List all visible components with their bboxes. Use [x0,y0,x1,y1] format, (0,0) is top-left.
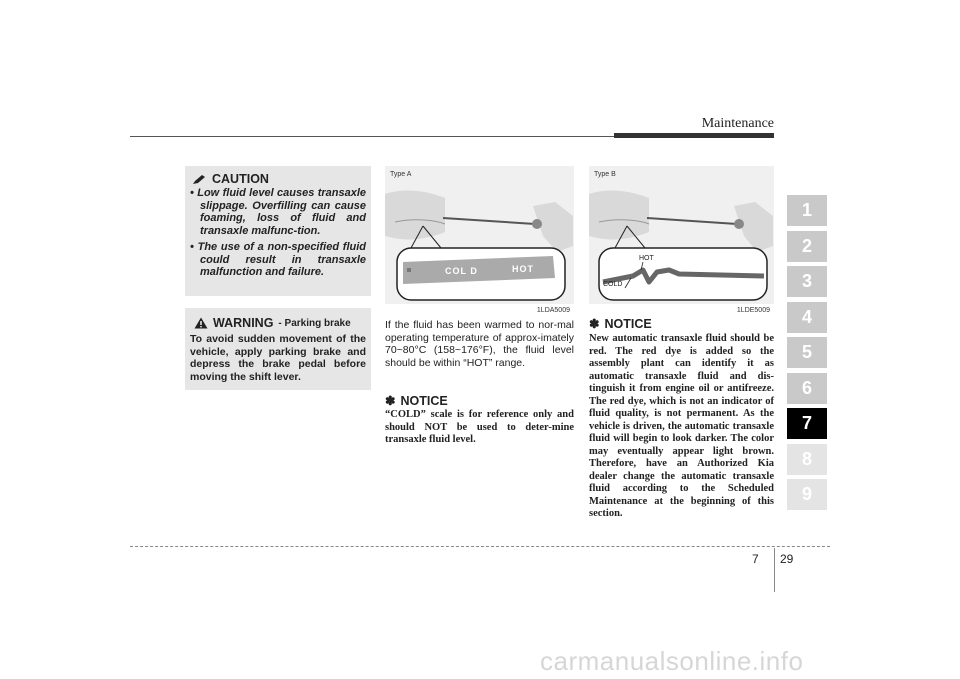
warning-body: To avoid sudden movement of the vehicle, apply parking brake and depress the brake pedal before moving the shift lever. [190,333,366,383]
figure-a-hot-mark: HOT [512,264,534,274]
watermark: carmanualsonline.info [540,646,804,676]
chapter-tab-4[interactable]: 4 [787,302,827,333]
chapter-tabs [787,195,827,515]
notice-heading [589,316,652,331]
warning-title: WARNING [213,316,274,330]
warning-heading [194,316,351,330]
chapter-tab-2[interactable]: 2 [787,231,827,262]
chapter-tab-5[interactable]: 5 [787,337,827,368]
figure-b-code: 1LDE5009 [736,307,770,314]
warning-triangle-icon [194,317,208,329]
figure-b-type-label: Type B [594,171,616,178]
figure-a-cold-mark: COL D [445,266,478,276]
page-chapter: 7 [752,552,759,566]
chapter-tab-3[interactable]: 3 [787,266,827,297]
notice-symbol-icon: ✽ [589,317,600,331]
figure-b-cold-label: COLD [603,281,623,288]
notice-body: New automatic transaxle fluid should be red. The red dye is added so the assembly plant can identify it as automatic transaxle fluid and dis-tinguish it from engine oil or antifreeze. The red dye, which is not an indicator of fluid quality, is not permanent. As the vehicle is driven, the automatic transaxle fluid will begin to look darker. The color may eventually appear light brown. Therefore, have an Authorized Kia dealer change the automatic transaxle fluid according to the Scheduled Maintenance at the beginning of this section. [589,333,774,519]
caution-item: • Low fluid level causes transaxle slippage. Overfilling can cause foaming, loss of fluid and transaxle malfunc-tion. [190,187,366,237]
notice-body: “COLD” scale is for reference only and should NOT be used to deter-mine transaxle fluid level. [385,409,574,445]
chapter-tab-1[interactable]: 1 [787,195,827,226]
figure-a-type-label: Type A [390,171,412,178]
caution-heading [192,172,269,186]
caution-title: CAUTION [212,172,269,186]
footer-rule [130,546,830,547]
figure-type-b [589,166,774,314]
pencil-icon [192,174,206,185]
header-rule [130,136,614,137]
notice-title: NOTICE [604,316,652,331]
chapter-tab-6[interactable]: 6 [787,373,827,404]
figure-a-code: 1LDA5009 [536,307,570,314]
chapter-tab-9[interactable]: 9 [787,479,827,510]
footer-divider [774,548,775,592]
chapter-tab-7[interactable]: 7 [787,408,827,439]
notice-title: NOTICE [400,393,448,408]
caution-item: • The use of a non-specified fluid could result in transaxle malfunction and failure. [190,241,366,278]
caution-list [190,187,366,283]
fluid-level-paragraph: If the fluid has been warmed to nor-mal operating temperature of approx-imately 70~80°C (158~176°F), the fluid level should be within “HOT” range. [385,319,574,369]
header-rule-accent [614,133,774,138]
section-title: Maintenance [701,116,774,131]
chapter-tab-8[interactable]: 8 [787,444,827,475]
page-number: 29 [780,552,794,566]
notice-symbol-icon: ✽ [385,394,396,408]
figure-type-a [385,166,574,314]
figure-b-hot-label: HOT [639,255,654,262]
warning-subtitle: - Parking brake [278,317,351,329]
notice-heading [385,393,448,408]
dipstick-illustration-a [385,166,574,304]
